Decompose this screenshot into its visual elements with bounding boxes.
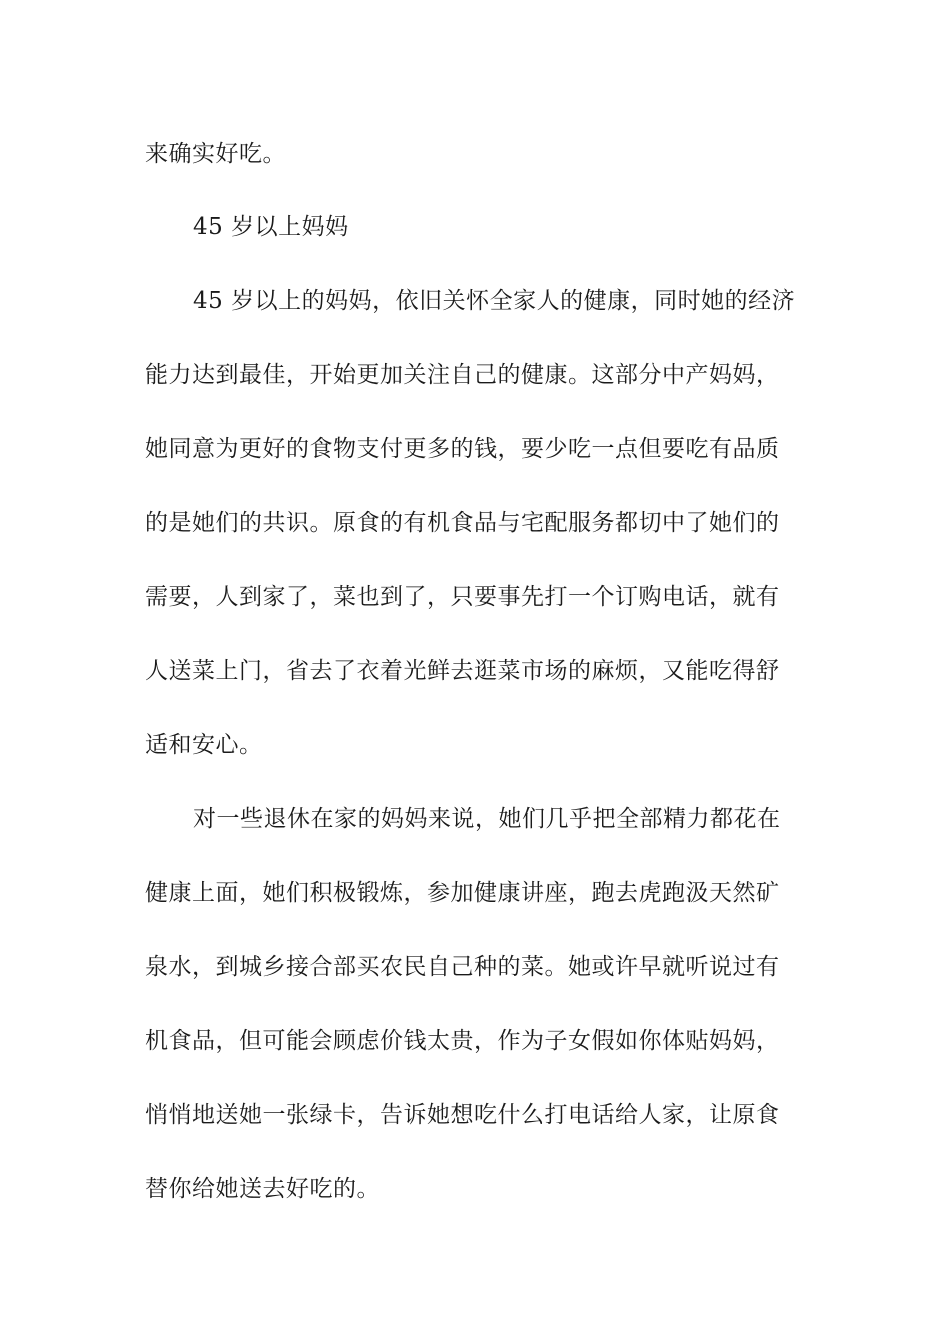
text-line: 健康上面，她们积极锻炼，参加健康讲座，跑去虎跑汲天然矿 [145,880,780,906]
text-line: 适和安心。 [145,732,263,758]
text-line: 需要，人到家了，菜也到了，只要事先打一个订购电话，就有 [145,584,780,610]
text-line: 替你给她送去好吃的。 [145,1176,380,1202]
text-line: 机食品，但可能会顾虑价钱太贵，作为子女假如你体贴妈妈， [145,1028,780,1054]
text-line: 对一些退休在家的妈妈来说，她们几乎把全部精力都花在 [193,806,781,832]
section-heading: 45 岁以上妈妈 [193,214,349,240]
text-line: 悄悄地送她一张绿卡，告诉她想吃什么打电话给人家，让原食 [145,1102,780,1128]
text-line: 能力达到最佳，开始更加关注自己的健康。这部分中产妈妈， [145,362,780,388]
text-line: 她同意为更好的食物支付更多的钱，要少吃一点但要吃有品质 [145,436,780,462]
text-line: 45 岁以上的妈妈，依旧关怀全家人的健康，同时她的经济 [193,288,796,314]
text-line: 人送菜上门，省去了衣着光鲜去逛菜市场的麻烦，又能吃得舒 [145,658,780,684]
text-line: 泉水，到城乡接合部买农民自己种的菜。她或许早就听说过有 [145,954,780,980]
text-line: 来确实好吃。 [145,141,286,167]
text-line: 的是她们的共识。原食的有机食品与宅配服务都切中了她们的 [145,510,780,536]
